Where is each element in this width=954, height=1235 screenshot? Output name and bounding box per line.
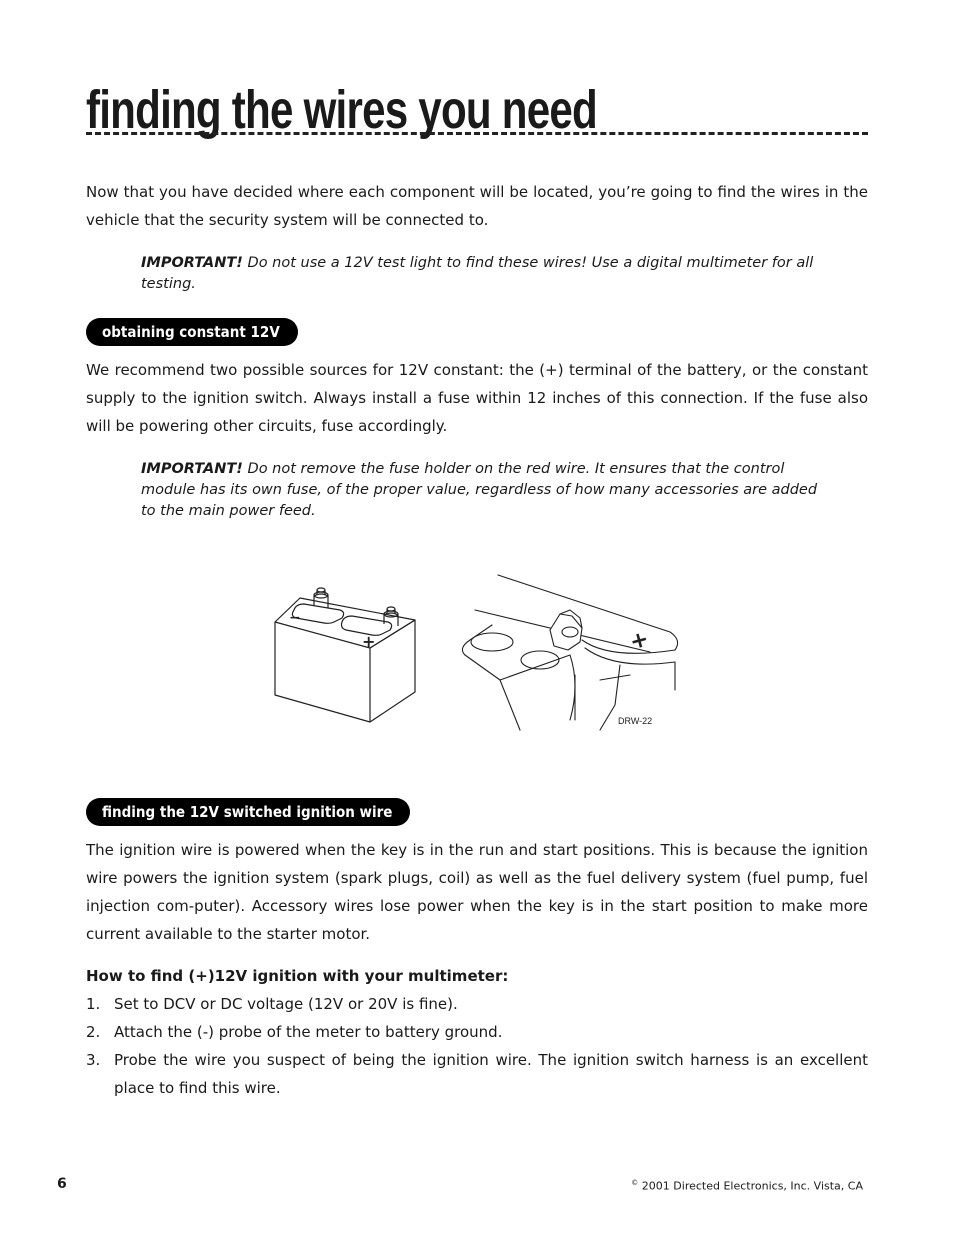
copyright-notice — [631, 1179, 863, 1193]
step-text: Probe the wire you suspect of being the ignition wire. The ignition switch harness is an excellent place to find this wire. — [114, 1051, 868, 1097]
important-note-text: Do not use a 12V test light to find these wires! Use a digital multimeter for all testing. — [141, 255, 814, 292]
important-note-fuse — [141, 459, 819, 522]
important-label: IMPORTANT! — [141, 255, 243, 271]
section-heading-constant-12v: obtaining constant 12V — [86, 318, 298, 346]
battery-illustration — [270, 570, 690, 735]
step-number: 1. — [86, 995, 101, 1013]
page-title: finding the wires you need — [86, 80, 597, 140]
step-number: 3. — [86, 1051, 101, 1069]
step-text: Set to DCV or DC voltage (12V or 20V is fine). — [114, 995, 458, 1013]
minus-symbol: − — [289, 610, 301, 626]
list-item — [86, 1046, 868, 1102]
drawing-label: DRW-22 — [618, 716, 653, 726]
page-number: 6 — [57, 1176, 67, 1192]
step-text: Attach the (-) probe of the meter to battery ground. — [114, 1023, 503, 1041]
important-note-text: Do not remove the fuse holder on the red wire. It ensures that the control module has its own fuse, of the proper value, regardless of how many accessories are added to the main power feed. — [141, 461, 818, 519]
plus-symbol: + — [627, 626, 652, 656]
ignition-wire-paragraph: The ignition wire is powered when the key is in the run and start positions. This is because the ignition wire powers the ignition system (spark plugs, coil) as well as the fuel delivery system (fuel pump, fuel injection com-puter). Accessory wires lose power when the key is in the start position to make more current available to the starter motor. — [86, 841, 868, 943]
how-to-heading: How to find (+)12V ignition with your multimeter: — [86, 967, 509, 985]
terminal-closeup-drawing — [462, 575, 677, 730]
constant-12v-paragraph: We recommend two possible sources for 12V constant: the (+) terminal of the battery, or the constant supply to the ignition switch. Always install a fuse within 12 inches of this connection. If the fuse also will be powering other circuits, fuse accordingly. — [86, 361, 868, 435]
copyright-text: 2001 Directed Electronics, Inc. Vista, CA — [641, 1179, 863, 1193]
plus-symbol: + — [362, 632, 376, 651]
intro-paragraph: Now that you have decided where each component will be located, you’re going to find the wires in the vehicle that the security system will be connected to. — [86, 183, 868, 229]
copyright-symbol: © — [631, 1179, 639, 1187]
important-label: IMPORTANT! — [141, 461, 243, 477]
step-number: 2. — [86, 1023, 101, 1041]
list-item — [86, 1018, 868, 1046]
section-heading-ignition-wire: finding the 12V switched ignition wire — [86, 798, 410, 826]
battery-drawing — [275, 588, 415, 722]
list-item — [86, 990, 868, 1018]
steps-list — [86, 990, 868, 1102]
title-dashed-rule — [86, 132, 868, 135]
important-note-testlight — [141, 253, 841, 295]
